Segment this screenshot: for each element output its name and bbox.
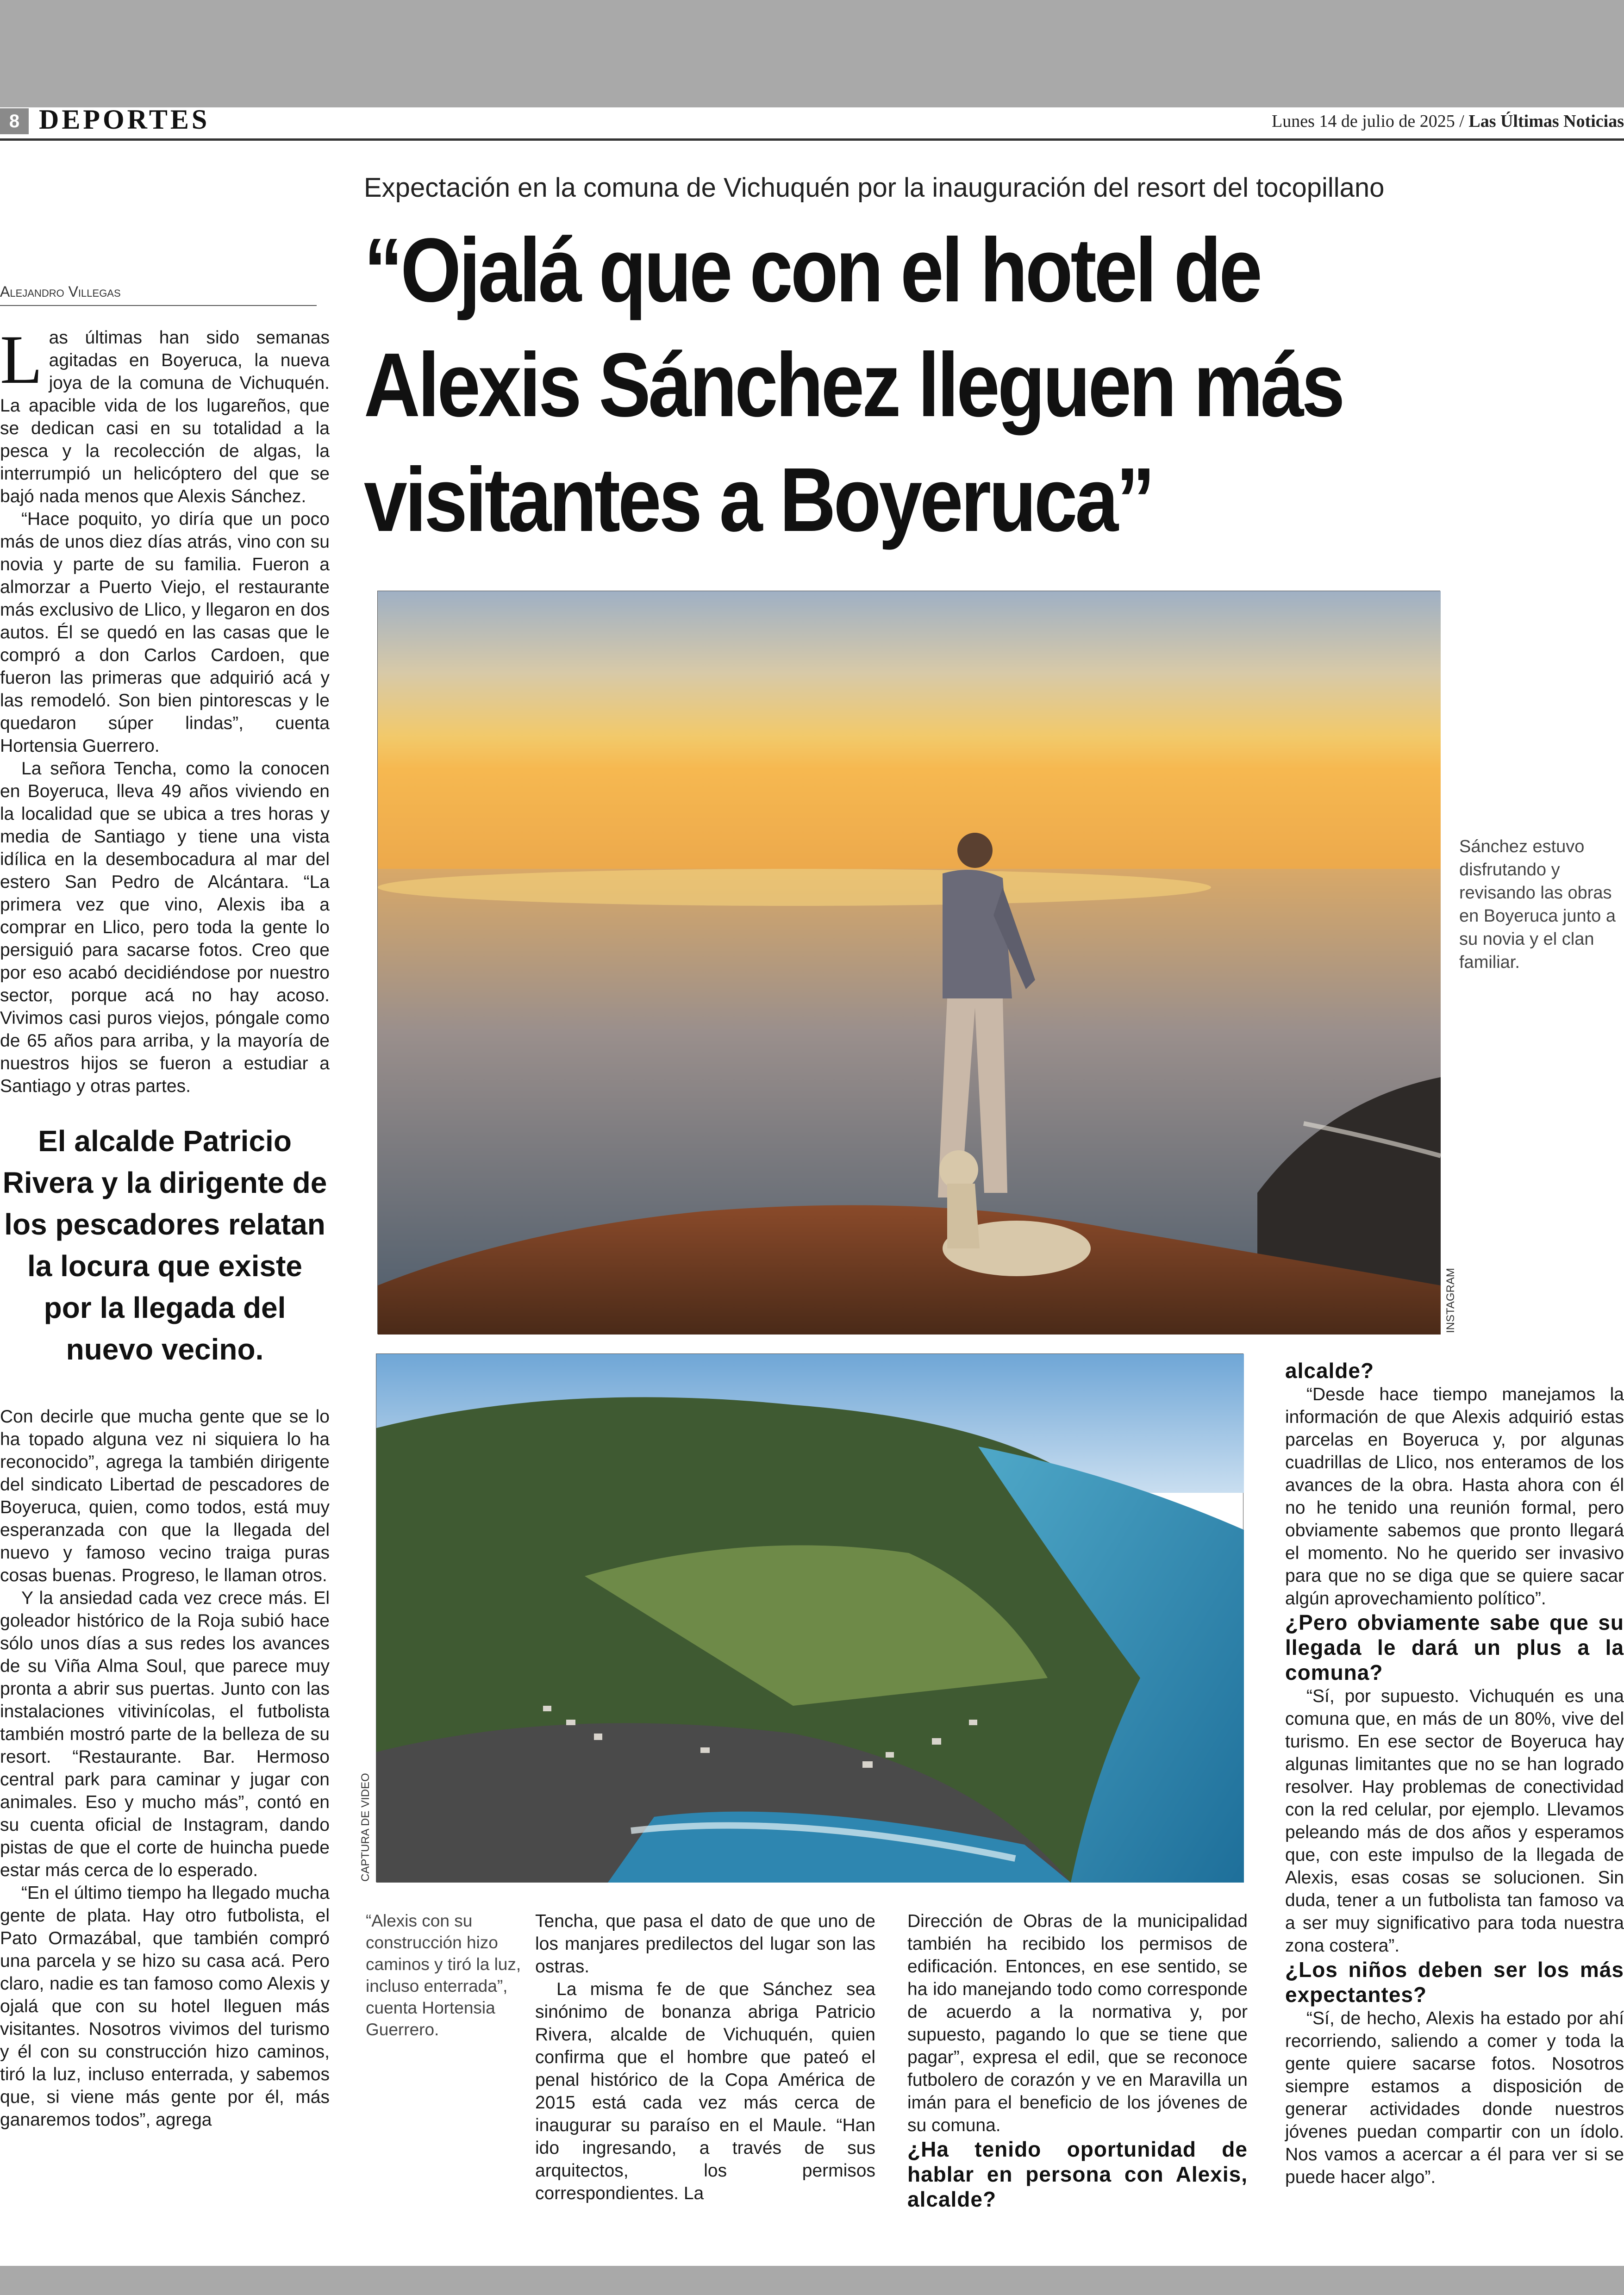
article-column-right bbox=[1285, 1358, 1624, 2191]
article-column-middle bbox=[535, 1910, 875, 2203]
article-paragraph: La señora Tencha, como la conocen en Boyeruca, lleva 49 años viviendo en la localidad que se ubica a tres horas y media de Santiago y tiene una vista idílica en la desembocadura al mar del estero San Pedro de Alcántara. “La primera vez que vino, Alexis iba a comprar en Llico, pero toda la gente lo persiguió para sacarse fotos. Creo que por eso acabó decidiéndose por nuestro sector, porque acá no hay acoso. Vivimos casi puros viejos, póngale como de 65 años para arriba, y la mayoría de nuestros hijos se fueron a estudiar a Santiago y otras partes. bbox=[0, 759, 330, 1096]
article-paragraph: La misma fe de que Sánchez sea sinónimo de bonanza abriga Patricio Rivera, alcalde de Vichuquén, quien confirma que el hombre que pateó el penal histórico de la Copa América de 2015 está cada vez más cerca de inaugurar su paraíso en el Maule. “Han ido ingresando, a través de sus arquitectos, los permisos correspondientes. La bbox=[535, 1979, 875, 2203]
issue-date: Lunes 14 de julio de 2025 bbox=[1272, 112, 1455, 131]
photo-caption: “Alexis con su construcción hizo caminos y tiró la luz, incluso enterrada”, cuenta Hortensia Guerrero. bbox=[366, 1911, 521, 2039]
headline-line: “Ojalá que con el hotel de bbox=[364, 219, 1260, 321]
article-paragraph: Y la ansiedad cada vez crece más. El goleador histórico de la Roja subió hace sólo unos días a sus redes los avances de su Viña Alma Soul, que parece muy pronta a abrir sus puertas. Junto con las instalaciones vitivinícolas, el futbolista también mostró parte de la belleza de su resort. “Restaurante. Bar. Hermoso central park para caminar y jugar con animales. Eso y mucho más”, contó en su cuenta oficial de Instagram, dando pistas de que el corte de huincha puede estar más cerca de lo esperado. bbox=[0, 1588, 330, 1880]
headline-line: visitantes a Boyeruca” bbox=[364, 449, 1153, 550]
interview-question: ¿Ha tenido oportunidad de hablar en persona con Alexis, alcalde? bbox=[907, 2137, 1248, 2211]
photo-credit: INSTAGRAM bbox=[1444, 1268, 1457, 1333]
dateline-separator: / bbox=[1459, 112, 1464, 131]
photo-sunset-cliff bbox=[377, 591, 1440, 1334]
article-paragraph: Las últimas han sido semanas agitadas en Boyeruca, la nueva joya de la comuna de Vichuquén. La apacible vida de los lugareños, que se dedican casi en su totalidad a la pesca y la recolección de algas, la interrumpió un helicóptero del que se bajó nada menos que Alexis Sánchez. bbox=[0, 321, 330, 506]
photo-credit: CAPTURA DE VIDEO bbox=[359, 1773, 372, 1882]
byline: Alejandro Villegas bbox=[0, 283, 317, 306]
page-number: 8 bbox=[0, 108, 29, 134]
article-paragraph: “En el último tiempo ha llegado mucha gente de plata. Hay otro futbolista, el Pato Ormazábal, que también compró una parcela y se hizo su casa acá. Pero claro, nadie es tan famoso como Alexis y ojalá que con su hotel lleguen más visitantes. Nosotros vivimos del turismo y él con su construcción hizo caminos, tiró la luz, incluso enterrada, y sabemos que, si viene más gente por él, más ganaremos todos”, agrega bbox=[0, 1883, 330, 2130]
interview-question: ¿Los niños deben ser los más expectantes? bbox=[1285, 1958, 1624, 2007]
interview-answer: “Sí, de hecho, Alexis ha estado por ahí recorriendo, saliendo a comer y toda la gente quiere sacarse fotos. Nosotros siempre estamos a disposición de generar actividades donde nuestros jóvenes puedan compartir con un ídolo. Nos vamos a acercar a él para ver si se puede hacer algo”. bbox=[1285, 2008, 1624, 2187]
headline-line: Alexis Sánchez lleguen más bbox=[364, 334, 1343, 436]
article-paragraph: Tencha, que pasa el dato de que uno de los manjares predilectos del lugar son las ostras. bbox=[535, 1911, 875, 1977]
photo-caption: Sánchez estuvo disfrutando y revisando las obras en Boyeruca junto a su novia y el clan familiar. bbox=[1459, 837, 1616, 972]
dateline bbox=[1272, 111, 1624, 131]
photo-aerial-boyeruca bbox=[376, 1353, 1243, 1882]
top-margin-band bbox=[0, 0, 1624, 107]
pull-quote: El alcalde Patricio Rivera y la dirigente de los pescadores relatan la locura que existe por la llegada del nuevo vecino. bbox=[2, 1124, 327, 1366]
interview-answer: “Sí, por supuesto. Vichuquén es una comuna que, en más de un 80%, vive del turismo. En ese sector de Boyeruca hay algunas limitantes que no se han logrado resolver. Hay problemas de conectividad con la red celular, por ejemplo. Llevamos peleando más de dos años y esperamos que, con este impulso de la llegada de Alexis, esas cosas se solucionen. Sin duda, tener a un futbolista tan famoso va a ser muy significativo para toda nuestra zona costera”. bbox=[1285, 1686, 1624, 1956]
article-paragraph: Dirección de Obras de la municipalidad también ha recibido los permisos de edificación. Entonces, en ese sentido, se ha ido manejando todo como corresponde de acuerdo a la normativa y, por supuesto, pagando lo que se tiene que pagar”, expresa el edil, que se reconoce futbolero de corazón y ve en Maravilla un imán para el beneficio de los jóvenes de su comuna. bbox=[907, 1911, 1248, 2135]
article-column-left-bottom bbox=[0, 1405, 330, 2192]
article-headline bbox=[364, 213, 1399, 557]
interview-question-continued: alcalde? bbox=[1285, 1359, 1374, 1383]
interview-answer: “Desde hace tiempo manejamos la información de que Alexis adquirió estas parcelas en Boyeruca y, por algunas cuadrillas de Llico, nos enteramos de los avances de la obra. Hasta ahora con él no he tenido una reunión formal, pero obviamente sabemos que pronto llegará el momento. No he querido ser invasivo para que no se diga que se quiere sacar algún aprovechamiento político”. bbox=[1285, 1384, 1624, 1609]
section-title: DEPORTES bbox=[39, 104, 210, 135]
drop-cap: L bbox=[0, 321, 43, 398]
interview-question: ¿Pero obviamente sabe que su llegada le dará un plus a la comuna? bbox=[1285, 1610, 1624, 1684]
article-column-left-top bbox=[0, 321, 330, 1113]
bottom-margin-band bbox=[0, 2266, 1624, 2295]
newspaper-name: Las Últimas Noticias bbox=[1468, 112, 1624, 131]
article-column-middle-2 bbox=[907, 1910, 1248, 2211]
article-paragraph: “Hace poquito, yo diría que un poco más de unos diez días atrás, vino con su novia y parte de su familia. Fueron a almorzar a Puerto Viejo, el restaurante más exclusivo de Llico, y llegaron en dos autos. Él se quedó en las casas que le compró a don Carlos Cardoen, que fueron las primeras que adquirió acá y las remodeló. Son bien pintorescas y le quedaron súper lindas”, cuenta Hortensia Guerrero. bbox=[0, 509, 330, 756]
article-paragraph: Con decirle que mucha gente que se lo ha topado alguna vez ni siquiera lo ha reconocido”, agrega la también dirigente del sindicato Libertad de pescadores de Boyeruca, quien, como todos, está muy esperanzada con que la llegada del nuevo y famoso vecino traiga puras cosas buenas. Progreso, le llaman otros. bbox=[0, 1407, 330, 1585]
article-kicker: Expectación en la comuna de Vichuquén por la inauguración del resort del tocopillano bbox=[364, 173, 1385, 203]
